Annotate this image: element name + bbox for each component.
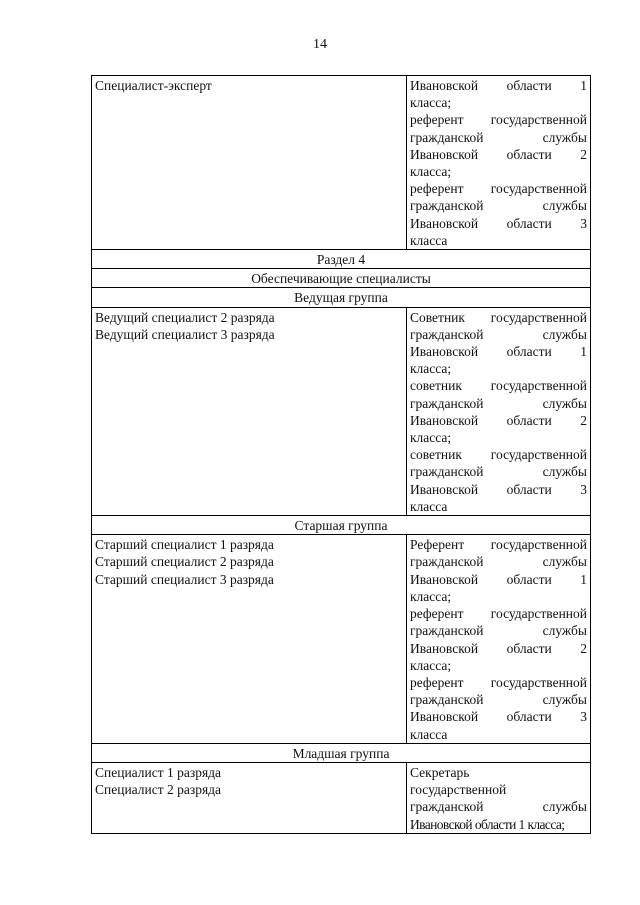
- positions-table: [91, 75, 591, 834]
- rank-line: класса;: [410, 164, 452, 180]
- rank-line: гражданской службы: [410, 464, 587, 480]
- class-rank-cell: [407, 307, 591, 515]
- rank-line: Ивановской области 2: [410, 640, 587, 656]
- rank-line: Ивановской области 3: [410, 215, 587, 231]
- position-name: Ведущий специалист 2 разряда: [95, 309, 275, 325]
- rank-line: гражданской службы: [410, 623, 587, 639]
- category-row: [92, 269, 591, 288]
- group-row: [92, 516, 591, 535]
- position-name: Специалист 1 разряда: [95, 764, 222, 780]
- rank-line: гражданской службы: [410, 799, 587, 815]
- position-cell: [92, 762, 407, 833]
- rank-line: референт государственной: [410, 181, 587, 197]
- group-heading-junior: Младшая группа: [92, 743, 591, 762]
- rank-line: Референт государственной: [410, 537, 587, 553]
- rank-line: государственной: [410, 782, 507, 798]
- rank-line: класса;: [410, 430, 452, 446]
- rank-line: референт государственной: [410, 674, 587, 690]
- position-cell: [92, 535, 407, 743]
- rank-line: класса;: [410, 588, 452, 604]
- class-rank-cell: [407, 76, 591, 250]
- rank-line: Секретарь: [410, 764, 470, 780]
- rank-line: гражданской службы: [410, 326, 587, 342]
- rank-line: Ивановской области 3: [410, 481, 587, 497]
- page-number: 14: [313, 37, 327, 52]
- rank-line: Ивановской области 1: [410, 344, 587, 360]
- rank-line: гражданской службы: [410, 692, 587, 708]
- rank-line: гражданской службы: [410, 554, 587, 570]
- rank-line: Советник государственной: [410, 309, 587, 325]
- table-row: [92, 762, 591, 833]
- rank-line: Ивановской области 1 класса;: [410, 816, 565, 832]
- rank-line: Ивановской области 2: [410, 146, 587, 162]
- rank-line: советник государственной: [410, 447, 587, 463]
- position-name: Старший специалист 2 разряда: [95, 554, 274, 570]
- table-row: [92, 307, 591, 515]
- rank-line: класса: [410, 726, 448, 742]
- rank-line: референт государственной: [410, 606, 587, 622]
- position-name: Специалист 2 разряда: [95, 782, 222, 798]
- table-row: [92, 535, 591, 743]
- group-row: [92, 288, 591, 307]
- rank-line: Ивановской области 1: [410, 78, 587, 93]
- group-row: [92, 743, 591, 762]
- group-heading-lead: Ведущая группа: [92, 288, 591, 307]
- class-rank-cell: [407, 535, 591, 743]
- position-name: Старший специалист 3 разряда: [95, 571, 274, 587]
- rank-line: Ивановской области 1: [410, 571, 587, 587]
- section-row: [92, 250, 591, 269]
- rank-line: класса;: [410, 361, 452, 377]
- rank-line: советник государственной: [410, 378, 587, 394]
- rank-line: класса;: [410, 95, 452, 111]
- position-name: Старший специалист 1 разряда: [95, 537, 274, 553]
- rank-line: референт государственной: [410, 112, 587, 128]
- rank-line: гражданской службы: [410, 395, 587, 411]
- rank-line: класса: [410, 498, 448, 514]
- position-cell: [92, 307, 407, 515]
- position-name: Ведущий специалист 3 разряда: [95, 326, 275, 342]
- rank-line: Ивановской области 3: [410, 709, 587, 725]
- position-cell: [92, 76, 407, 250]
- rank-line: Ивановской области 2: [410, 412, 587, 428]
- rank-line: гражданской службы: [410, 198, 587, 214]
- rank-line: класса;: [410, 657, 452, 673]
- class-rank-cell: [407, 762, 591, 833]
- section-heading: Раздел 4: [92, 250, 591, 269]
- rank-line: гражданской службы: [410, 129, 587, 145]
- category-heading: Обеспечивающие специалисты: [92, 269, 591, 288]
- group-heading-senior: Старшая группа: [92, 516, 591, 535]
- table-row: [92, 76, 591, 250]
- rank-line: класса: [410, 232, 448, 248]
- position-name: Специалист-эксперт: [95, 78, 212, 93]
